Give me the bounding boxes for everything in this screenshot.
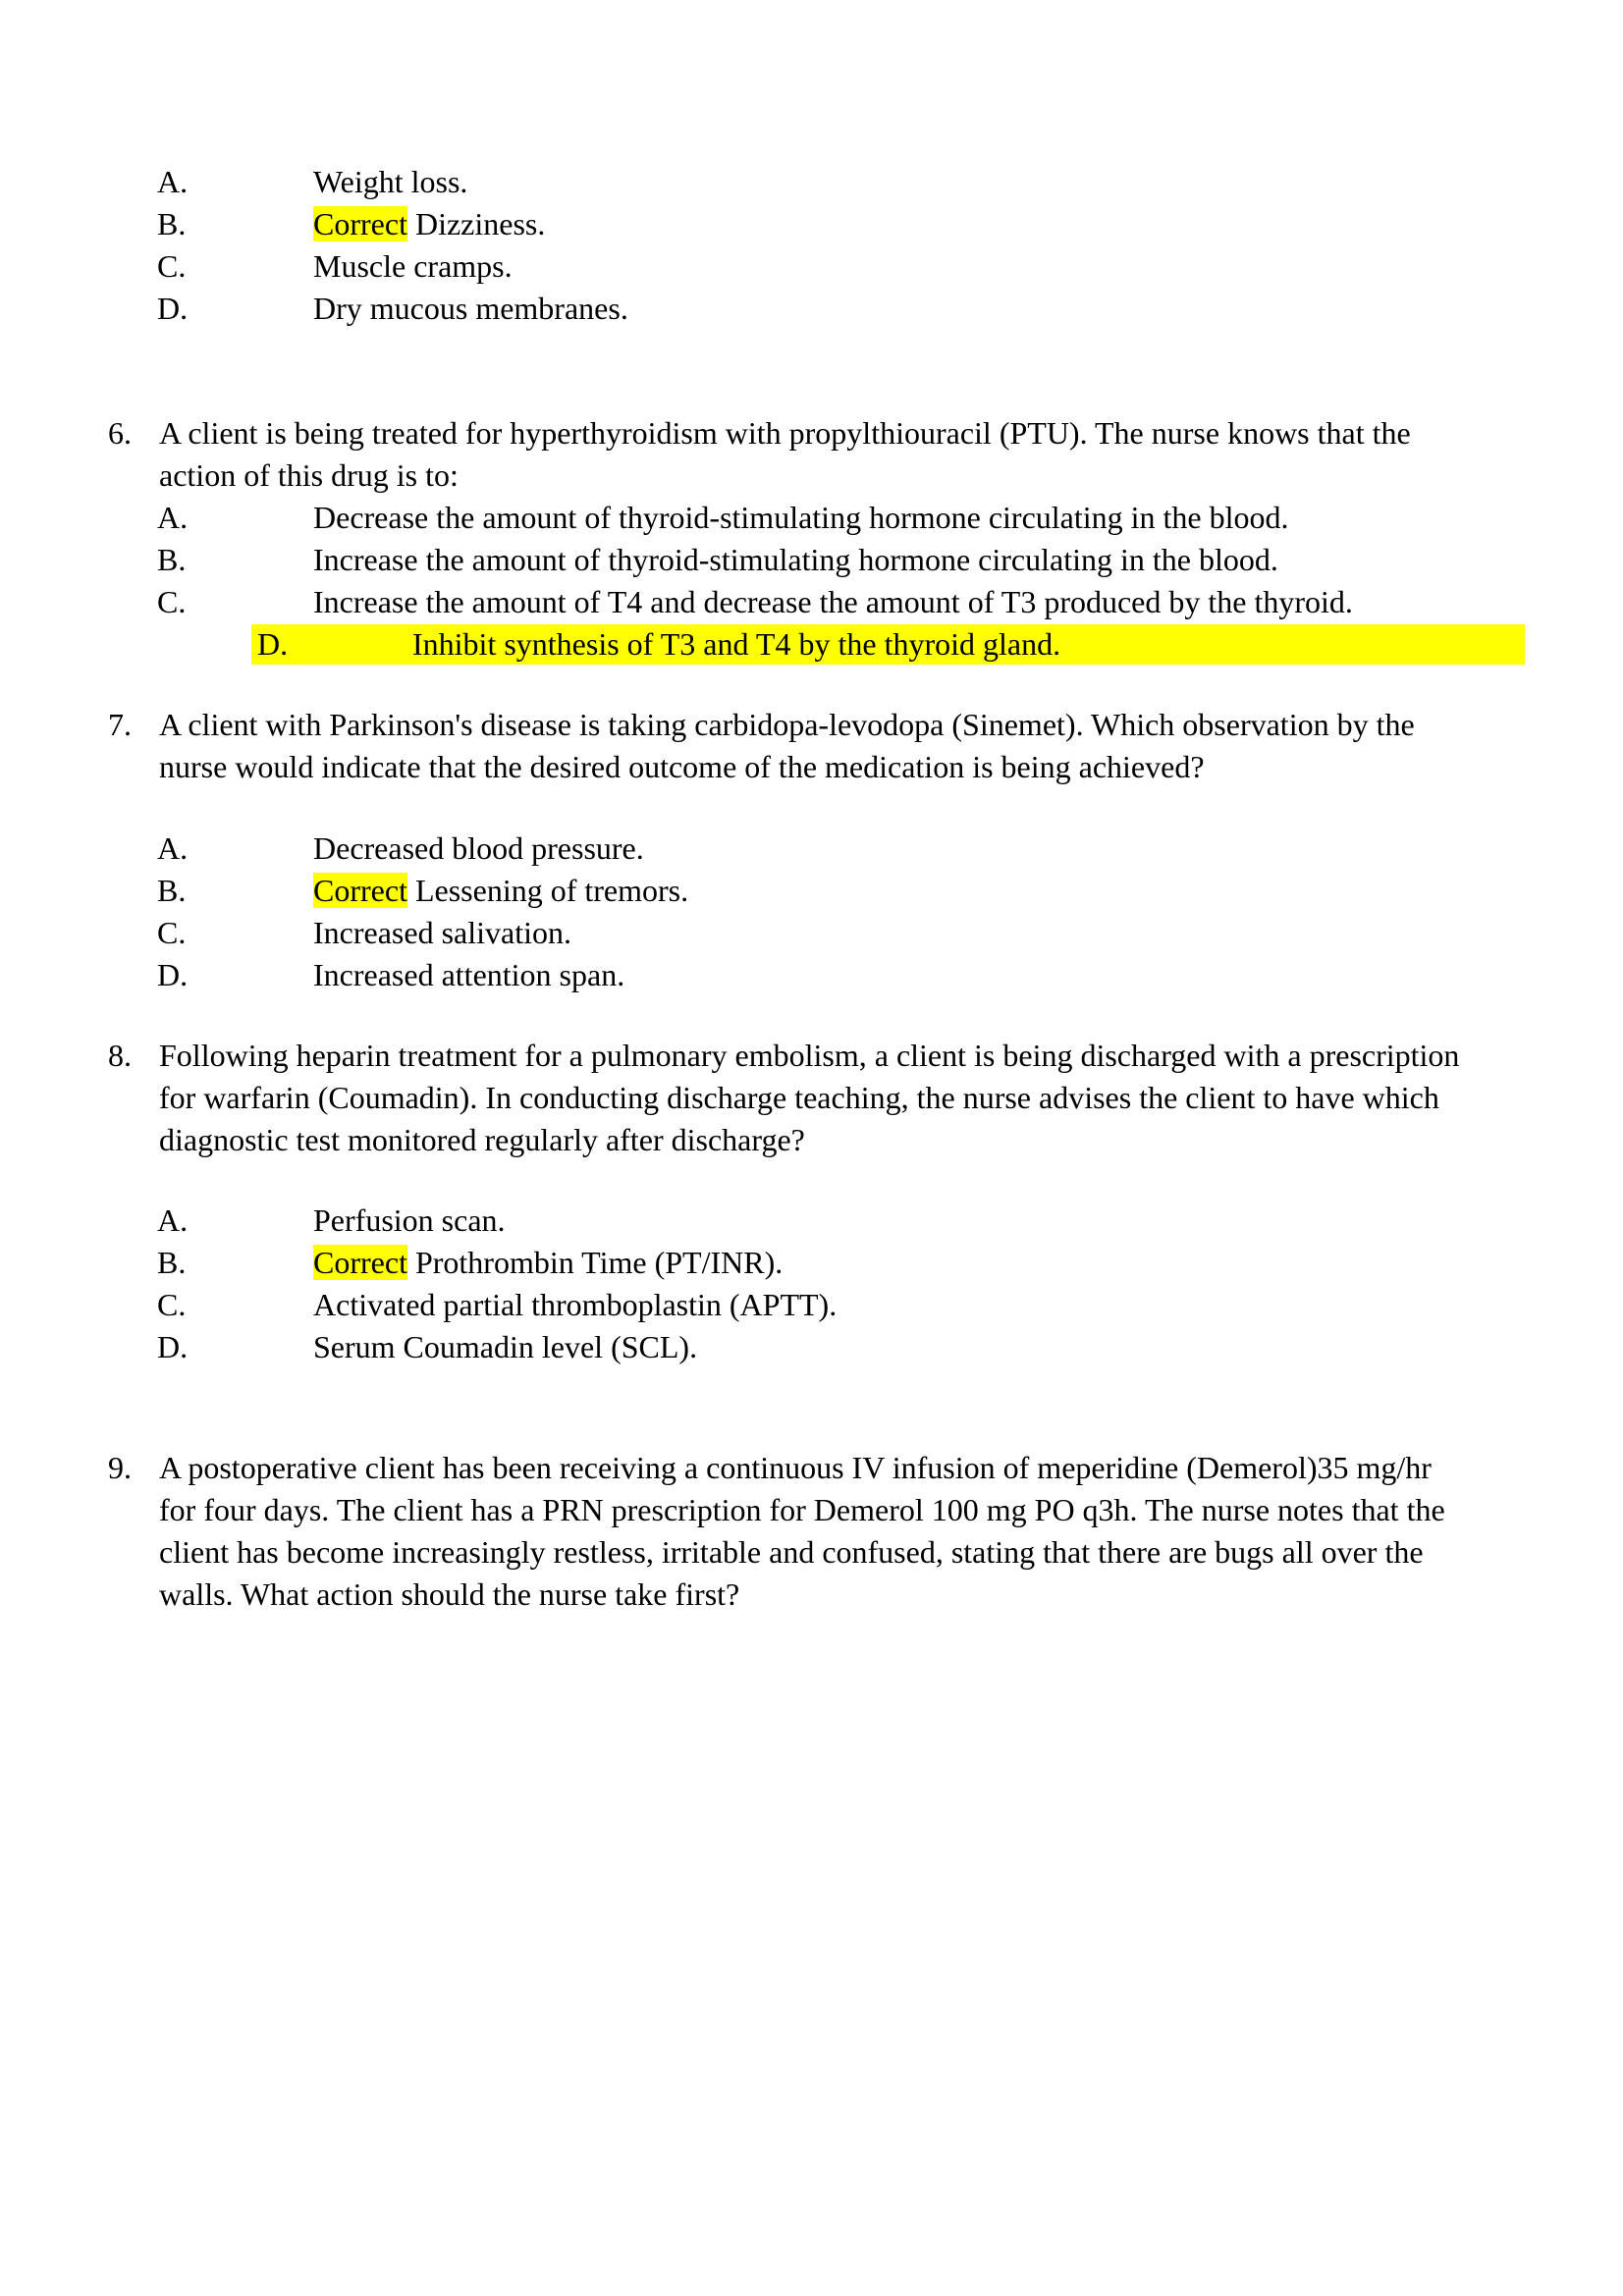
option-text-value: Activated partial thromboplastin (APTT).	[313, 1287, 838, 1322]
option-letter: D.	[157, 1329, 189, 1364]
option-text	[313, 203, 545, 245]
question-number: 6.	[108, 415, 132, 451]
option-text-value: Prothrombin Time (PT/INR).	[406, 1245, 784, 1280]
option-text	[313, 1242, 783, 1284]
question-line: A client with Parkinson's disease is taking carbidopa-levodopa (Sinemet). Which observation by the	[159, 707, 1415, 742]
option-text-value: Perfusion scan.	[313, 1202, 506, 1238]
option-d	[0, 1326, 1623, 1368]
question-number: 8.	[108, 1038, 132, 1073]
option-letter: B.	[157, 542, 187, 577]
option-c	[0, 245, 1623, 288]
option-letter: A.	[157, 1202, 189, 1238]
option-text	[313, 870, 688, 912]
option-text: Decrease the amount of thyroid-stimulating hormone circulating in the blood.	[313, 500, 1289, 535]
correct-marker: Correct	[313, 873, 407, 908]
option-letter: B.	[157, 1245, 187, 1280]
question-number: 7.	[108, 707, 132, 742]
option-text-value: Increased attention span.	[313, 957, 625, 992]
question-stem	[159, 412, 1411, 497]
q7-options	[0, 828, 1623, 996]
option-text-value: Serum Coumadin level (SCL).	[313, 1329, 698, 1364]
question-line: for four days. The client has a PRN prescription for Demerol 100 mg PO q3h. The nurse notes that the	[159, 1492, 1445, 1527]
option-c	[0, 1284, 1623, 1326]
option-text	[313, 954, 624, 996]
option-text	[313, 912, 571, 954]
correct-marker: Correct	[313, 206, 407, 241]
option-letter: A.	[157, 164, 189, 199]
question-stem	[159, 704, 1415, 788]
option-letter: D.	[157, 957, 189, 992]
option-letter: D.	[157, 291, 189, 326]
option-text-value: Lessening of tremors.	[406, 873, 689, 908]
question-line: A client is being treated for hyperthyroidism with propylthiouracil (PTU). The nurse knows that the	[159, 415, 1411, 451]
q5-options	[0, 161, 1623, 330]
option-text	[313, 288, 628, 330]
option-a	[0, 1200, 1623, 1242]
option-text	[313, 828, 644, 870]
option-text	[313, 1200, 506, 1242]
option-text: Increase the amount of T4 and decrease the amount of T3 produced by the thyroid.	[313, 584, 1353, 619]
option-text-value: Dry mucous membranes.	[313, 291, 628, 326]
option-text	[313, 245, 513, 288]
option-a	[0, 828, 1623, 870]
option-b	[0, 203, 1623, 245]
option-letter: D.	[257, 626, 289, 662]
option-letter: C.	[157, 248, 187, 284]
option-d	[0, 954, 1623, 996]
question-line: diagnostic test monitored regularly after discharge?	[159, 1122, 805, 1157]
option-d-correct	[0, 623, 1623, 666]
question-line: client has become increasingly restless, irritable and confused, stating that there are bugs all over the	[159, 1534, 1424, 1570]
option-letter: C.	[157, 584, 187, 619]
correct-marker: Correct	[313, 1245, 407, 1280]
option-text-value: Increased salivation.	[313, 915, 571, 950]
option-b	[0, 870, 1623, 912]
question-line: action of this drug is to:	[159, 457, 459, 493]
option-letter: B.	[157, 873, 187, 908]
option-text-value: Weight loss.	[313, 164, 468, 199]
option-c	[0, 912, 1623, 954]
option-a	[0, 161, 1623, 203]
option-text-value: Dizziness.	[406, 206, 546, 241]
option-letter: C.	[157, 915, 187, 950]
question-line: nurse would indicate that the desired outcome of the medication is being achieved?	[159, 749, 1205, 784]
option-text-value: Muscle cramps.	[313, 248, 513, 284]
q6-options	[0, 497, 1623, 666]
option-text	[313, 161, 467, 203]
option-letter: A.	[157, 830, 189, 866]
question-stem	[159, 1447, 1445, 1616]
option-d	[0, 288, 1623, 330]
question-line: walls. What action should the nurse take first?	[159, 1576, 740, 1612]
option-b	[0, 539, 1623, 581]
question-line: for warfarin (Coumadin). In conducting discharge teaching, the nurse advises the client to have which	[159, 1080, 1439, 1115]
option-letter: A.	[157, 500, 189, 535]
question-stem	[159, 1035, 1459, 1161]
option-text: Inhibit synthesis of T3 and T4 by the thyroid gland.	[412, 626, 1061, 662]
question-line: Following heparin treatment for a pulmonary embolism, a client is being discharged with a prescription	[159, 1038, 1460, 1073]
option-text-value: Decreased blood pressure.	[313, 830, 644, 866]
option-text	[313, 1284, 837, 1326]
question-line: A postoperative client has been receiving a continuous IV infusion of meperidine (Demerol)35 mg/hr	[159, 1450, 1432, 1485]
question-number: 9.	[108, 1450, 132, 1485]
option-text	[313, 1326, 697, 1368]
option-b	[0, 1242, 1623, 1284]
option-a	[0, 497, 1623, 539]
option-letter: C.	[157, 1287, 187, 1322]
option-text: Increase the amount of thyroid-stimulating hormone circulating in the blood.	[313, 542, 1278, 577]
option-c	[0, 581, 1623, 623]
option-letter: B.	[157, 206, 187, 241]
q8-options	[0, 1200, 1623, 1368]
